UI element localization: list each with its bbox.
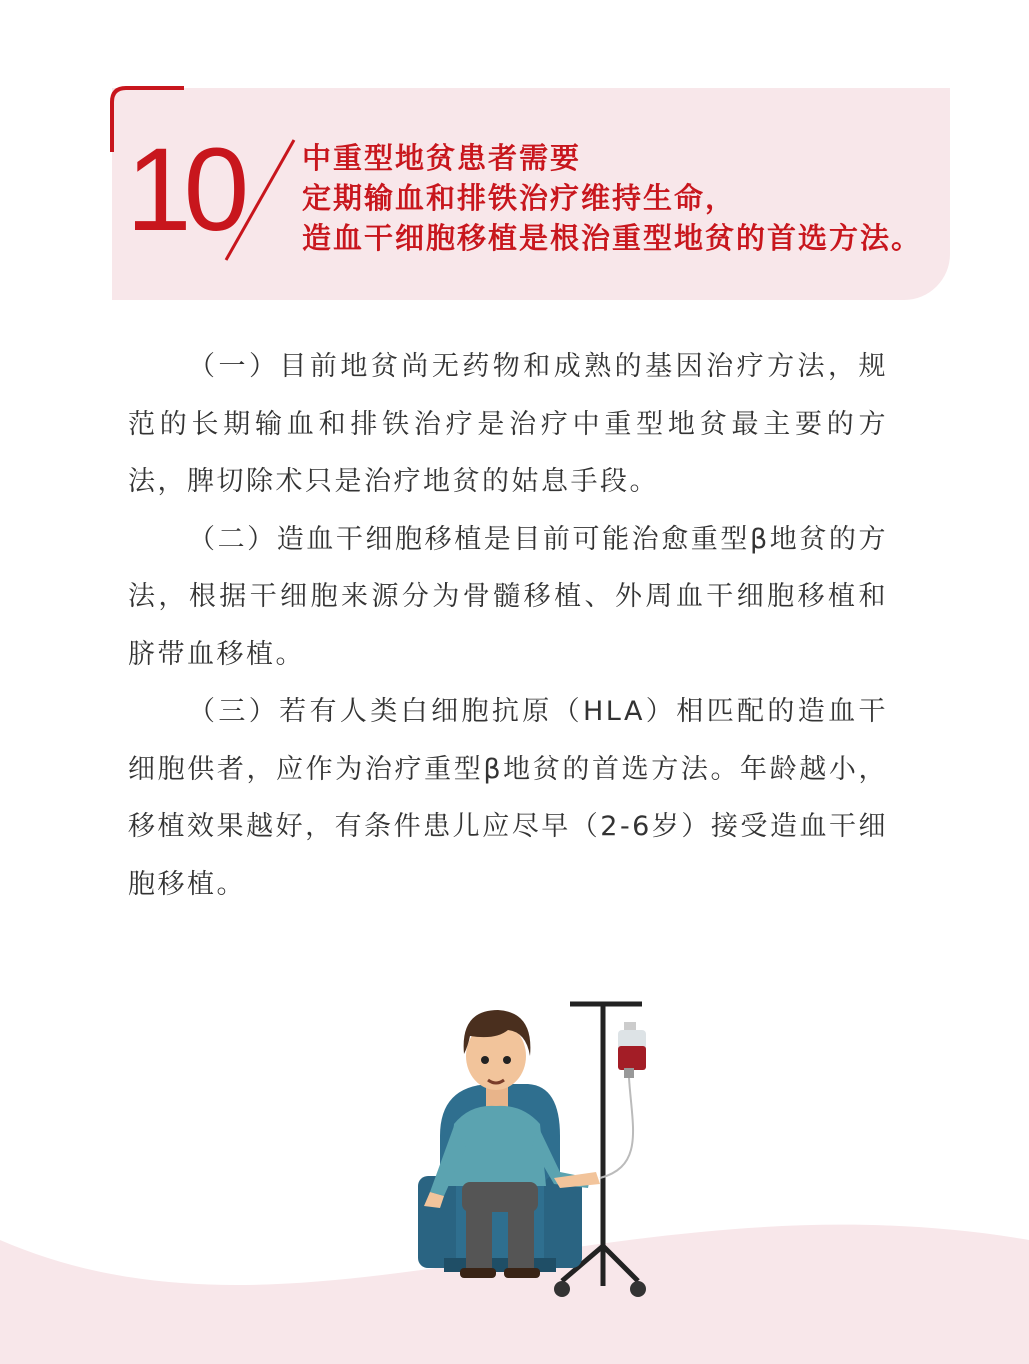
blood-bag-icon bbox=[600, 1022, 646, 1178]
article-body bbox=[128, 338, 888, 913]
paragraph: （二）造血干细胞移植是目前可能治愈重型β地贫的方法，根据干细胞来源分为骨髓移植、外周血干细胞移植和脐带血移植。 bbox=[128, 523, 888, 670]
header-title bbox=[302, 138, 962, 258]
paragraph: （一）目前地贫尚无药物和成熟的基因治疗方法，规范的长期输血和排铁治疗是治疗中重型地贫最主要的方法，脾切除术只是治疗地贫的姑息手段。 bbox=[128, 351, 888, 497]
header-title-line: 造血干细胞移植是根治重型地贫的首选方法。 bbox=[302, 221, 923, 255]
section-number-text: 10 bbox=[126, 124, 242, 256]
header-title-line: 定期输血和排铁治疗维持生命， bbox=[302, 181, 737, 215]
transfusion-illustration bbox=[410, 996, 670, 1306]
section-number bbox=[126, 118, 306, 268]
paragraph: （三）若有人类白细胞抗原（HLA）相匹配的造血干细胞供者，应作为治疗重型β地贫的首选方法。年龄越小，移植效果越好，有条件患儿应尽早（2-6岁）接受造血干细胞移植。 bbox=[128, 696, 888, 900]
header-title-line: 中重型地贫患者需要 bbox=[302, 141, 582, 175]
